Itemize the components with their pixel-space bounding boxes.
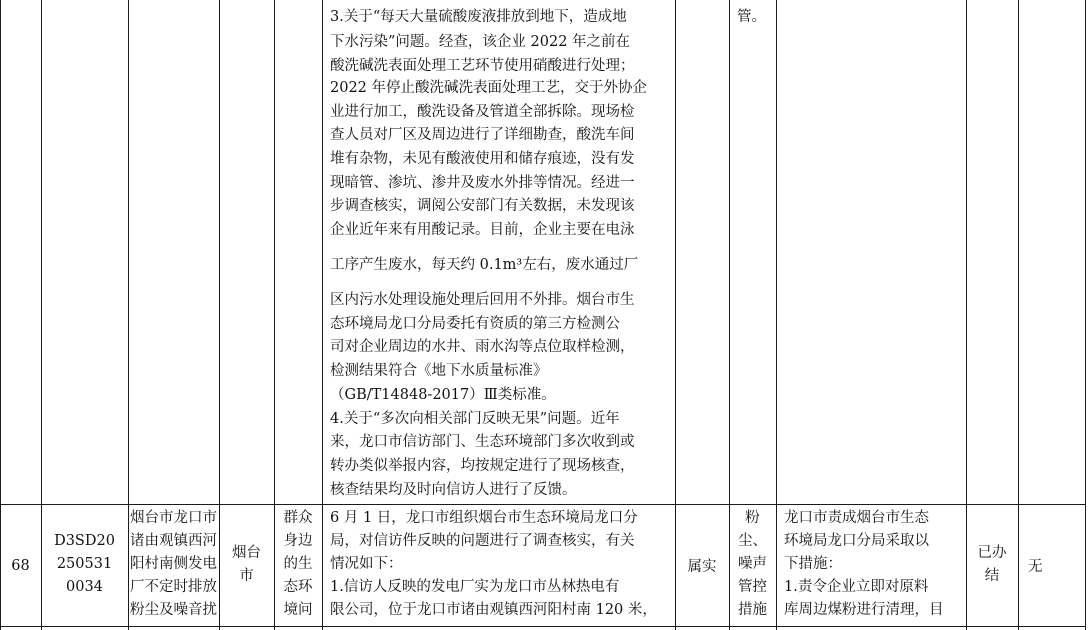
rectification-line: 库周边煤粉进行清理，目 <box>784 602 944 618</box>
city-line: 市 <box>239 568 254 584</box>
findings-line: 1.信访人反映的发电厂实为龙口市丛林热电有 <box>330 579 620 595</box>
issue-type-cell <box>274 507 322 622</box>
issue-type-line: 群众 <box>283 510 313 526</box>
findings-line: 司对企业周边的水井、雨水沟等点位取样检测， <box>330 339 635 355</box>
findings-line: 情况如下： <box>330 556 403 572</box>
findings-line: 3.关于“每天大量硫酸废液排放到地下，造成地 <box>330 9 627 25</box>
issue-type-line: 的生 <box>283 556 313 572</box>
findings-line: 局，对信访件反映的问题进行了调查核实，有关 <box>330 533 635 549</box>
findings-line: 工序产生废水，每天约 0.1m³左右，废水通过厂 <box>330 257 639 273</box>
issue-type-line: 身边 <box>283 533 313 549</box>
case-id-line: 250531 <box>56 556 113 572</box>
findings-line: 业进行加工，酸洗设备及管道全部拆除。现场检 <box>330 104 635 120</box>
findings-line: 堆有杂物，未见有酸液使用和储存痕迹，没有发 <box>330 151 635 167</box>
measure-line: 噪声 <box>738 556 767 572</box>
column-divider <box>219 0 220 630</box>
row68-findings-cell <box>330 507 675 622</box>
findings-line: 来，龙口市信访部门、生态环境部门多次收到或 <box>330 434 635 450</box>
complaint-line: 阳村南侧发电 <box>130 556 217 572</box>
findings-line: 现暗管、渗坑、渗井及废水外排等情况。经进一 <box>330 175 635 191</box>
verdict-text: 属实 <box>687 559 717 575</box>
measure-line: 措施 <box>738 602 767 618</box>
findings-line: 下水污染”问题。经查，该企业 2022 年之前在 <box>330 34 631 50</box>
row-number-cell <box>0 505 41 626</box>
issue-type-line: 态环 <box>283 579 313 595</box>
accountability-cell <box>1018 505 1085 626</box>
measure-line: 粉 <box>745 510 760 526</box>
findings-line: 2022 年停止酸洗碱洗表面处理工艺，交于外协企 <box>330 80 648 96</box>
column-divider <box>322 0 323 630</box>
findings-line: 检测结果符合《地下水质量标准》 <box>330 363 548 379</box>
complaint-cell <box>128 507 219 622</box>
column-divider <box>966 0 967 630</box>
rectification-cell <box>784 507 966 622</box>
findings-line: 酸洗碱洗表面处理工艺环节使用硝酸进行处理； <box>330 58 635 74</box>
measure-line: 尘、 <box>738 533 767 549</box>
findings-line: 态环境局龙口分局委托有资质的第三方检测公 <box>330 316 620 332</box>
rectification-line: 下措施： <box>784 556 842 572</box>
measure-line: 管控 <box>738 579 767 595</box>
findings-line: 区内污水处理设施处理后回用不外排。烟台市生 <box>330 292 635 308</box>
measure-cell <box>729 507 776 622</box>
rectification-line: 1.责令企业立即对原料 <box>784 579 929 595</box>
issue-type-line: 境问 <box>283 602 313 618</box>
findings-line: 步调查核实，调阅公安部门有关数据，未发现该 <box>330 198 635 214</box>
case-id-line: 0034 <box>66 579 103 595</box>
status-line: 结 <box>984 568 1000 584</box>
rectification-line: 龙口市责成烟台市生态 <box>784 510 929 526</box>
complaint-line: 烟台市龙口市 <box>130 510 217 526</box>
findings-line: 限公司，位于龙口市诸由观镇西河阳村南 120 米， <box>330 602 657 618</box>
status-line: 已办 <box>977 545 1007 561</box>
city-line: 烟台 <box>232 545 261 561</box>
city-cell <box>219 542 274 588</box>
complaint-line: 厂不定时排放 <box>130 579 217 595</box>
findings-line: 企业近年来有用酸记录。目前，企业主要在电泳 <box>330 222 635 238</box>
findings-line: 查人员对厂区及周边进行了详细勘查，酸洗车间 <box>330 127 635 143</box>
table-border-right <box>1085 0 1086 630</box>
complaint-line: 粉尘及噪音扰 <box>130 602 217 618</box>
rectification-line: 环境局龙口分局采取以 <box>784 533 929 549</box>
top-row-findings-cell <box>330 0 675 504</box>
case-id-cell <box>41 530 128 599</box>
verdict-cell <box>675 505 729 626</box>
findings-line: 转办类似举报内容，均按规定进行了现场核查， <box>330 458 635 474</box>
findings-line: 6 月 1 日，龙口市组织烟台市生态环境局龙口分 <box>330 510 638 526</box>
findings-line: 核查结果均及时向信访人进行了反馈。 <box>330 482 577 498</box>
top-row-measure-cell: 管。 <box>737 9 766 25</box>
row-number: 68 <box>11 557 30 574</box>
row-divider <box>0 504 1086 505</box>
findings-line: （GB/T14848-2017）Ⅲ类标准。 <box>330 387 556 403</box>
findings-line: 4.关于“多次向相关部门反映无果”问题。近年 <box>330 411 620 427</box>
accountability-text: 无 <box>1028 559 1043 575</box>
column-divider <box>776 0 777 630</box>
case-id-line: D3SD20 <box>54 533 115 549</box>
status-cell <box>966 542 1018 588</box>
complaint-line: 诸由观镇西河 <box>130 533 217 549</box>
table-border-bottom <box>0 626 1086 627</box>
